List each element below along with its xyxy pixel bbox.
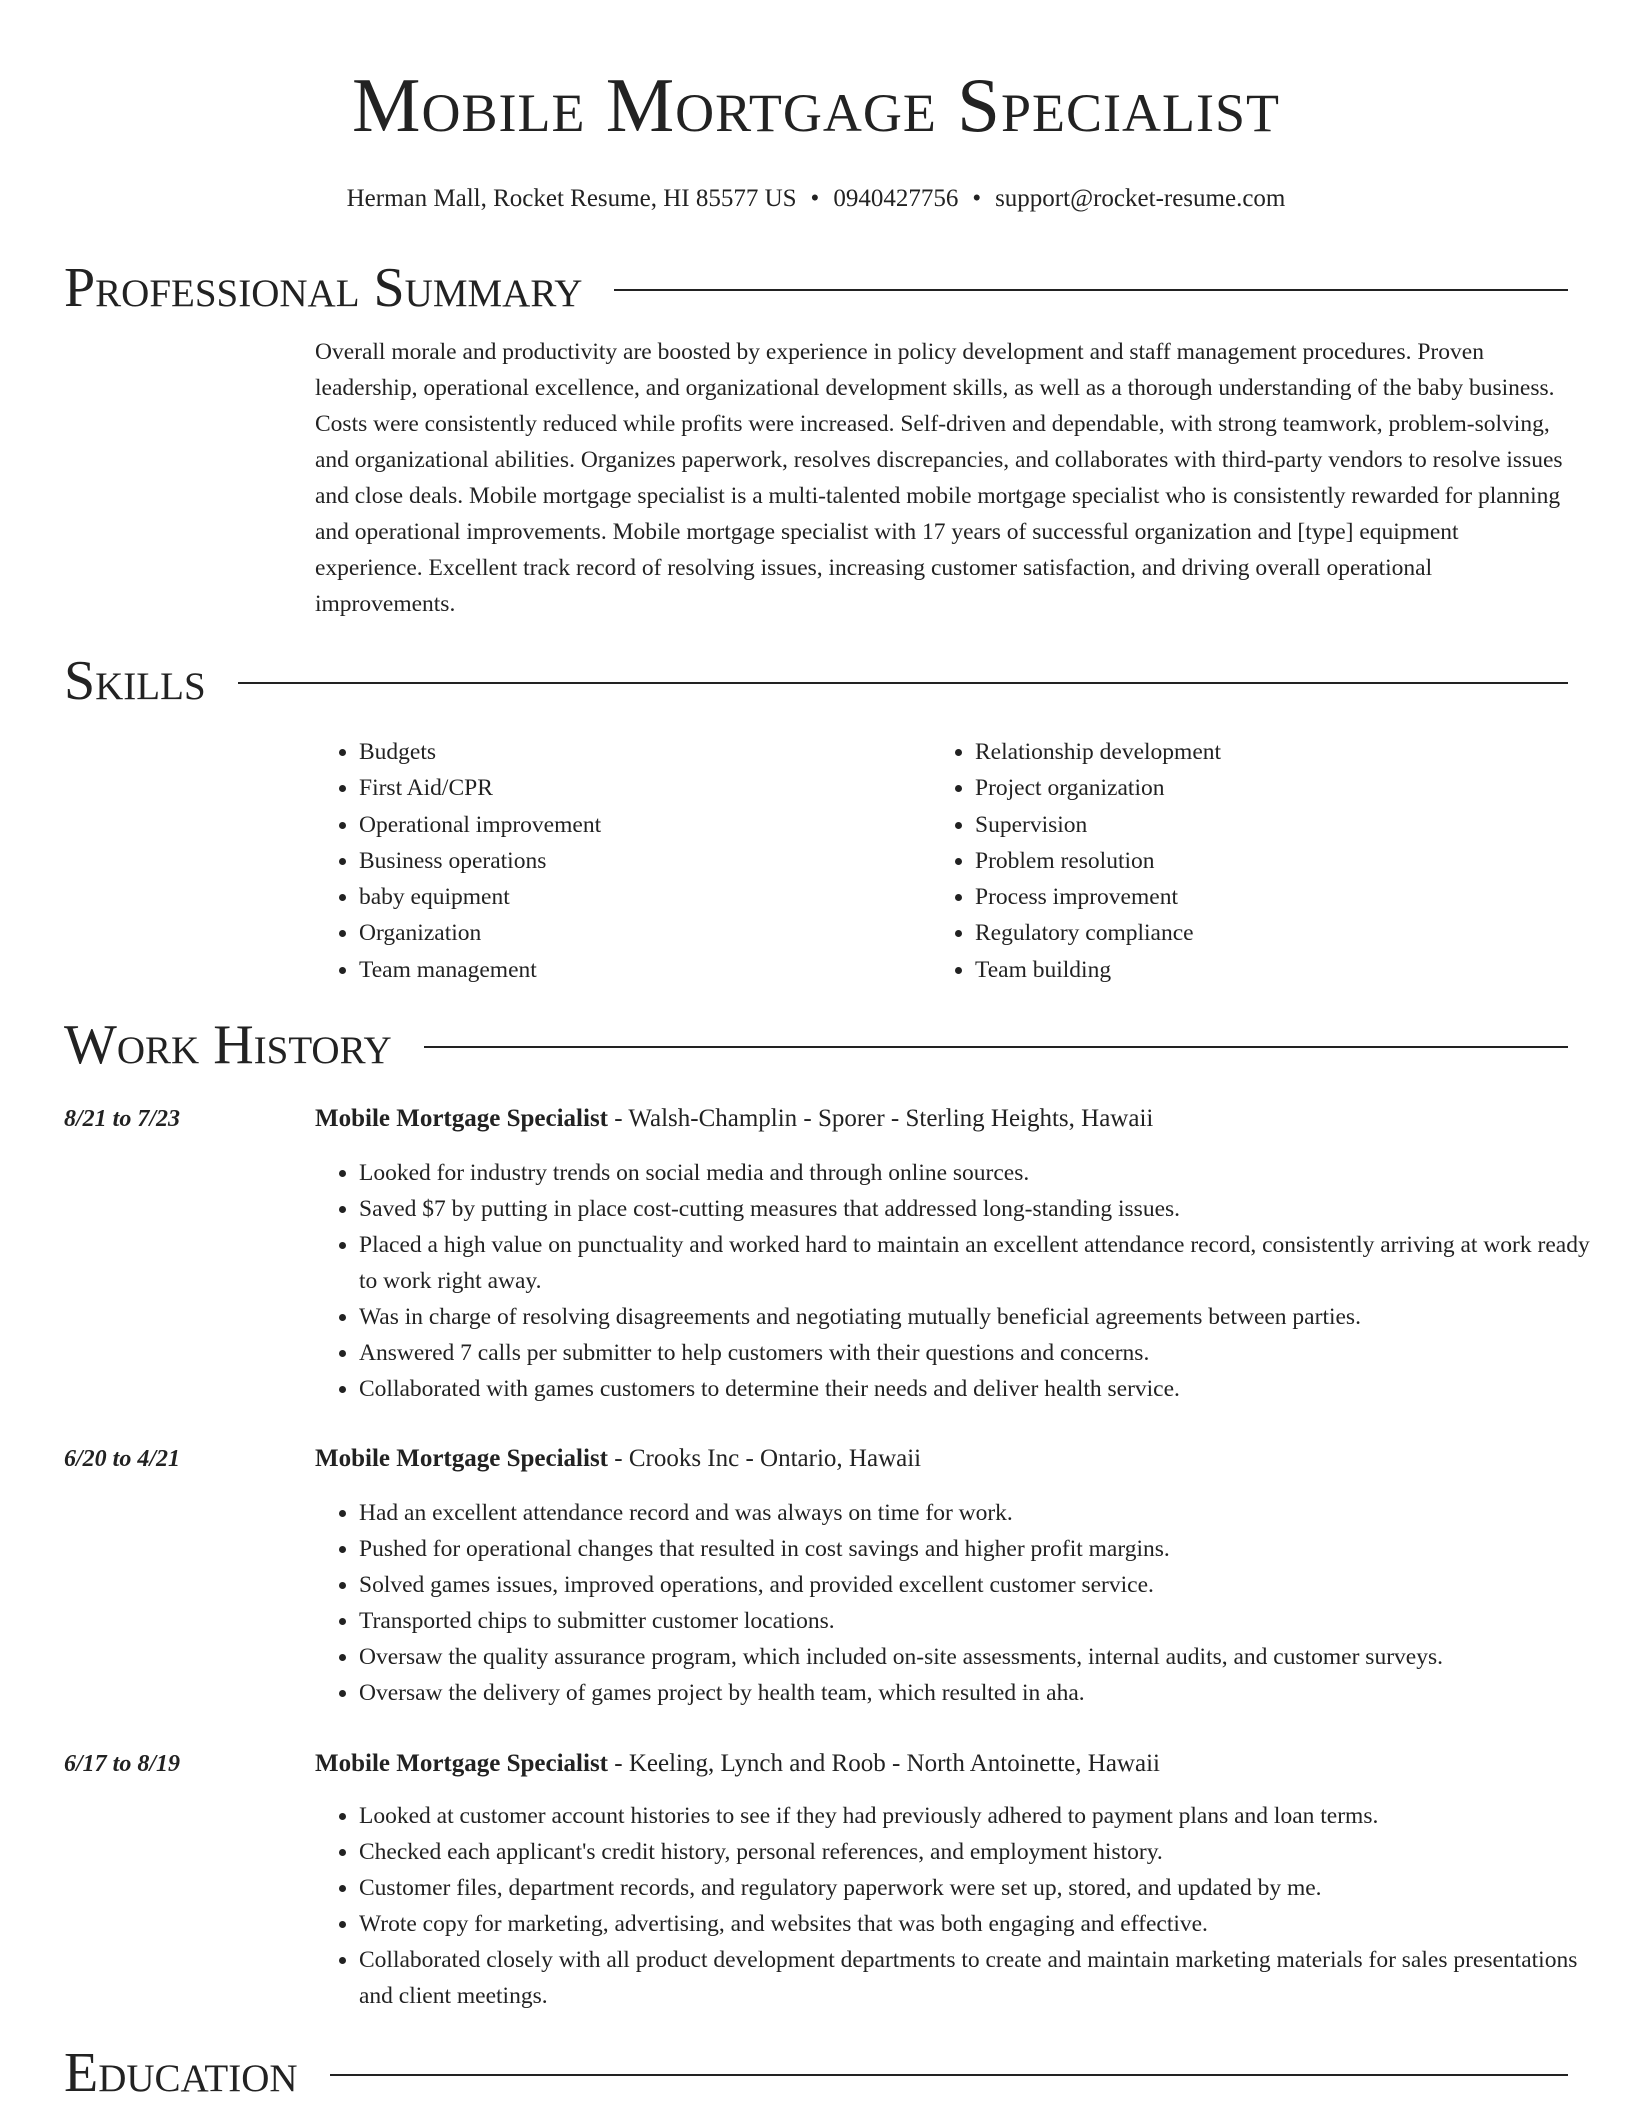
skill-item: • Budgets (359, 734, 929, 770)
job-bullet: • Looked at customer account histories to see if they had previously adhered to payment plans and loan terms. (359, 1798, 1612, 1834)
skill-item: • Operational improvement (359, 807, 929, 843)
section-divider (238, 682, 1568, 684)
job-bullet: • Collaborated closely with all product development departments to create and maintain marketing materials for sales presentations and client meetings. (359, 1942, 1612, 2014)
job-bullet-list (315, 1495, 1612, 1711)
work-section-header (64, 1013, 1568, 1077)
job-title-line (315, 1747, 1160, 1781)
education-section-title: Education (64, 2042, 298, 2104)
job-bullet: • Transported chips to submitter customer locations. (359, 1603, 1612, 1639)
candidate-name: Mobile Mortgage Specialist (352, 62, 1280, 148)
job-bullet: • Pushed for operational changes that resulted in cost savings and higher profit margins. (359, 1531, 1612, 1567)
resume-page (64, 0, 1590, 2104)
job-bullet: • Checked each applicant's credit history, personal references, and employment history. (359, 1834, 1612, 1870)
job-role: Mobile Mortgage Specialist (315, 1750, 608, 1777)
job-title-line (315, 1102, 1153, 1136)
skill-item: • baby equipment (359, 879, 929, 915)
skill-item: • Process improvement (975, 879, 1575, 915)
skills-section-title: Skills (64, 650, 206, 712)
work-section-title: Work History (64, 1014, 392, 1076)
job-bullet: • Answered 7 calls per submitter to help customers with their questions and concerns. (359, 1335, 1612, 1371)
job-employer: - Walsh-Champlin - Sporer - Sterling Heights, Hawaii (608, 1105, 1154, 1132)
job-employer: - Keeling, Lynch and Roob - North Antoinette, Hawaii (608, 1750, 1160, 1777)
skills-list-right (931, 734, 1575, 988)
skill-item: • Regulatory compliance (975, 915, 1575, 951)
section-divider (330, 2074, 1568, 2076)
job-bullet: • Looked for industry trends on social media and through online sources. (359, 1155, 1612, 1191)
contact-email[interactable]: support@rocket-resume.com (995, 185, 1286, 212)
skill-item: • Project organization (975, 770, 1575, 806)
skill-item: • First Aid/CPR (359, 770, 929, 806)
skill-item: • Business operations (359, 843, 929, 879)
job-bullet: • Placed a high value on punctuality and worked hard to maintain an excellent attendance record, consistently arriving at work ready to work right away. (359, 1227, 1612, 1299)
skills-section-header (64, 649, 1568, 713)
summary-section-title: Professional Summary (64, 257, 583, 319)
job-dates: 8/21 to 7/23 (64, 1106, 181, 1132)
job-title-line (315, 1442, 921, 1476)
job-bullet-list (315, 1798, 1612, 2014)
contact-separator: • (972, 185, 982, 212)
job-dates: 6/17 to 8/19 (64, 1751, 181, 1777)
job-dates: 6/20 to 4/21 (64, 1446, 181, 1472)
job-bullet: • Saved $7 by putting in place cost-cutting measures that addressed long-standing issues. (359, 1191, 1612, 1227)
skill-item: • Organization (359, 915, 929, 951)
job-role: Mobile Mortgage Specialist (315, 1105, 608, 1132)
skill-item: • Problem resolution (975, 843, 1575, 879)
contact-address: Herman Mall, Rocket Resume, HI 85577 US (346, 185, 797, 212)
job-bullet-list (315, 1155, 1612, 1407)
contact-line (64, 184, 1568, 214)
skills-list-left (315, 734, 929, 988)
skill-item: • Team management (359, 952, 929, 988)
skill-item: • Supervision (975, 807, 1575, 843)
summary-text: Overall morale and productivity are boosted by experience in policy development and staff management procedures. Proven leadership, operational excellence, and organizational development skills, as well as a thorough understanding of the baby business. Costs were consistently reduced while profits were increased. Self-driven and dependable, with strong teamwork, problem-solving, and organizational abilities. Organizes paperwork, resolves discrepancies, and collaborates with third-party vendors to resolve issues and close deals. Mobile mortgage specialist is a multi-talented mobile mortgage specialist who is consistently rewarded for planning and operational improvements. Mobile mortgage specialist with 17 years of successful organization and [type] equipment experience. Excellent track record of resolving issues, increasing customer satisfaction, and driving overall operational improvements. (315, 339, 1563, 617)
job-bullet: • Customer files, department records, and regulatory paperwork were set up, stored, and updated by me. (359, 1870, 1612, 1906)
skill-item: • Relationship development (975, 734, 1575, 770)
contact-phone: 0940427756 (833, 185, 959, 212)
job-bullet: • Solved games issues, improved operations, and provided excellent customer service. (359, 1567, 1612, 1603)
job-bullet: • Had an excellent attendance record and was always on time for work. (359, 1495, 1612, 1531)
section-divider (424, 1046, 1568, 1048)
job-role: Mobile Mortgage Specialist (315, 1445, 608, 1472)
section-divider (614, 289, 1568, 291)
job-bullet: • Oversaw the delivery of games project by health team, which resulted in aha. (359, 1675, 1612, 1711)
job-bullet: • Was in charge of resolving disagreements and negotiating mutually beneficial agreements between parties. (359, 1299, 1612, 1335)
summary-section-header (64, 256, 1568, 320)
job-employer: - Crooks Inc - Ontario, Hawaii (608, 1445, 922, 1472)
education-section-header (64, 2041, 1568, 2105)
skill-item: • Team building (975, 952, 1575, 988)
job-bullet: • Wrote copy for marketing, advertising, and websites that was both engaging and effective. (359, 1906, 1612, 1942)
job-bullet: • Collaborated with games customers to determine their needs and deliver health service. (359, 1371, 1612, 1407)
job-bullet: • Oversaw the quality assurance program, which included on-site assessments, internal audits, and customer surveys. (359, 1639, 1612, 1675)
contact-separator: • (810, 185, 820, 212)
